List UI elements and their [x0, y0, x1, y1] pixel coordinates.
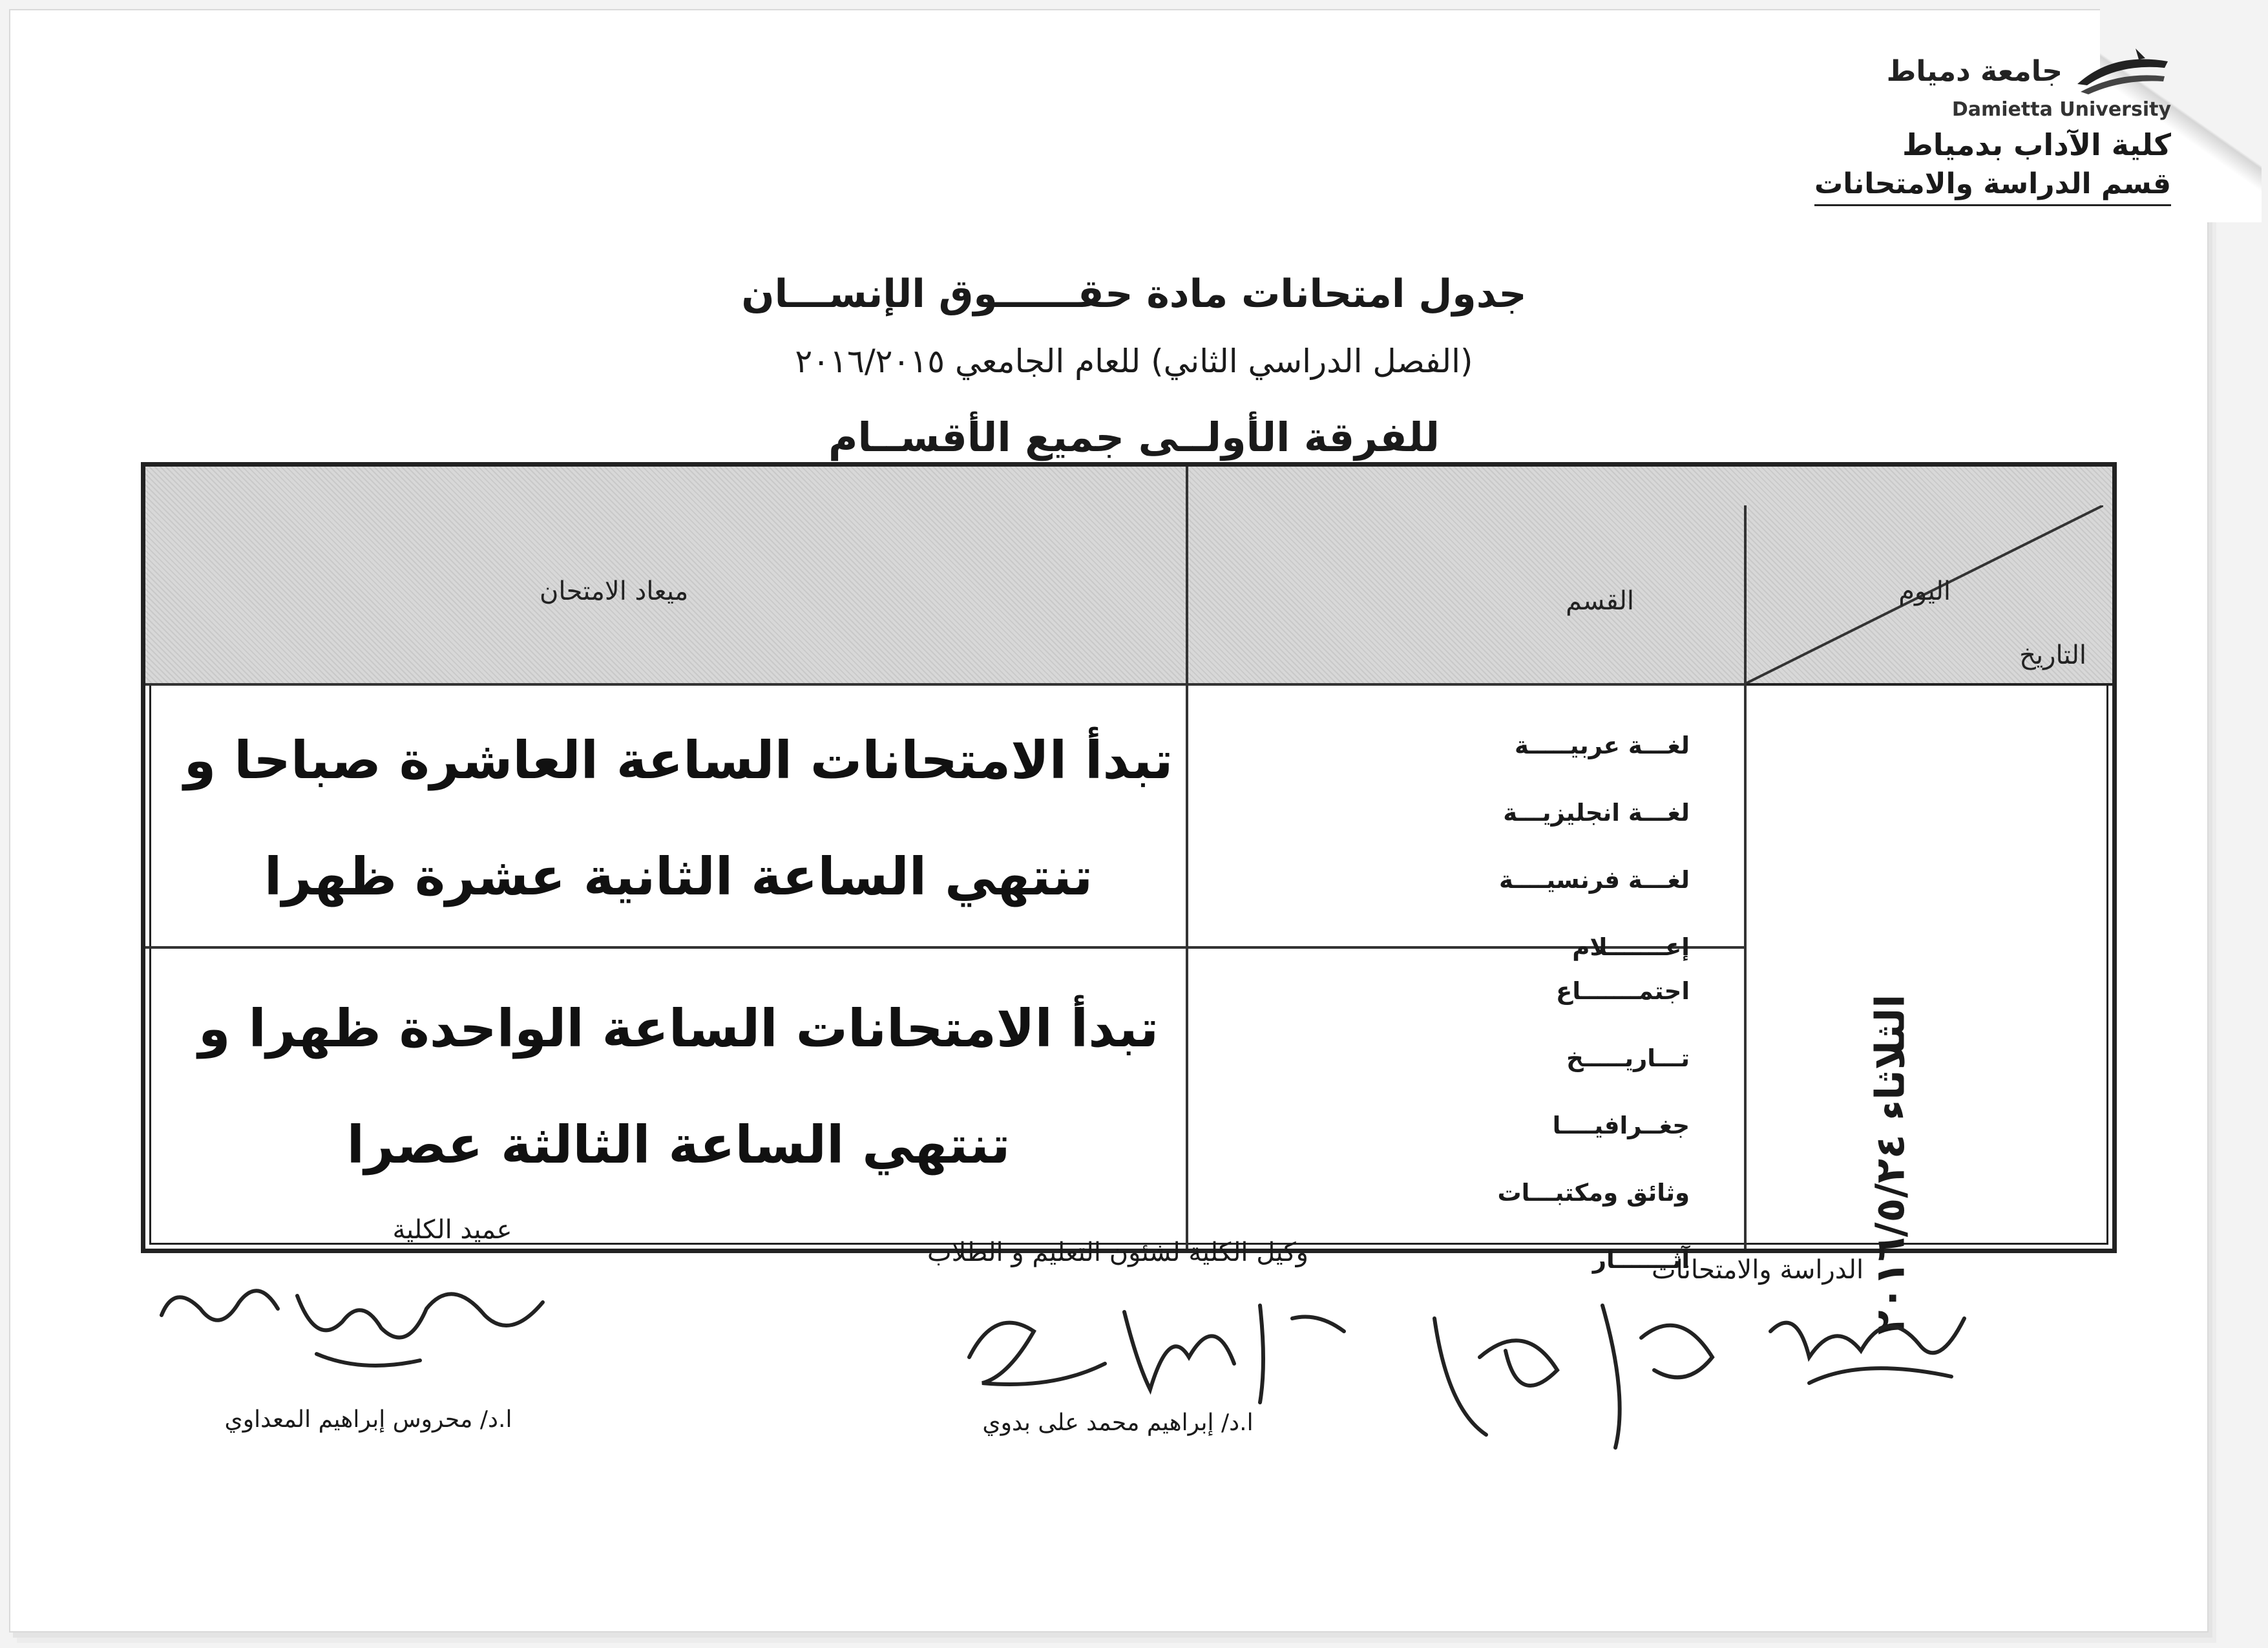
handwritten-signature-dean [149, 1263, 562, 1386]
session-1-departments [1212, 712, 1722, 981]
document-subtitle: (الفصل الدراسي الثاني) للعام الجامعي ٢٠١٦/٢٠١٥ [795, 343, 1473, 380]
header-department: القسم [1566, 586, 1634, 616]
exam-date: الثلاثاء ٢٠١٦/٥/٢٤ [1866, 994, 1914, 1335]
university-logo-icon [2074, 45, 2171, 97]
department-item: جغــرافيــــا [1552, 1112, 1690, 1139]
header-divider [145, 683, 1744, 686]
department-item: اجتمـــــــاع [1556, 977, 1690, 1005]
department-item: آثـــــــار [1592, 1246, 1690, 1274]
header-exam-time: ميعاد الامتحان [540, 576, 689, 606]
university-logo [1719, 45, 2171, 97]
department-item: لغـــة فرنسيــــة [1499, 866, 1690, 894]
signature-vice-dean-name: ا.د/ إبراهيم محمد على بدوي [982, 1410, 1254, 1436]
faculty-name: كلية الآداب بدمياط [1902, 127, 2171, 162]
header-date: التاريخ [2019, 640, 2086, 670]
signature-exams-title: الدراسة والامتحانات [1651, 1255, 1864, 1285]
department-item: لغـــة عربيـــــة [1515, 732, 1690, 759]
handwritten-signature-exams [1409, 1280, 1990, 1461]
signature-dean-name: ا.د/ محروس إبراهيم المعداوي [224, 1406, 512, 1433]
document-title: جدول امتحانات مادة حقــــــوق الإنســـان [741, 271, 1527, 317]
department-item: لغـــة انجليزيـــة [1503, 799, 1690, 827]
session-2-end: تنتهي الساعة الثالثة عصرا [346, 1115, 1011, 1175]
department-name: قسم الدراسة والامتحانات [1814, 167, 2171, 206]
department-item: وثائق ومكتبـــات [1497, 1179, 1690, 1207]
university-name-en: Damietta University [1951, 98, 2171, 121]
session-1-start: تبدأ الامتحانات الساعة العاشرة صباحا و [184, 730, 1173, 790]
handwritten-signature-vice-dean [956, 1286, 1370, 1409]
signature-dean-title: عميد الكلية [392, 1215, 512, 1245]
signature-vice-dean-title: وكيل الكلية لشئون التعليم و الطلاب [927, 1238, 1308, 1267]
document-audience: للفرقة الأولــى جميع الأقســام [828, 414, 1440, 461]
department-item: تـــاريـــــخ [1566, 1044, 1690, 1072]
department-item: إعـــــــلام [1572, 933, 1690, 961]
letterhead [1719, 45, 2171, 206]
university-name-ar: جامعة دمياط [1886, 54, 2063, 88]
header-day: اليوم [1898, 576, 1951, 606]
session-2-start: تبدأ الامتحانات الساعة الواحدة ظهرا و [198, 998, 1159, 1059]
session-1-end: تنتهي الساعة الثانية عشرة ظهرا [264, 847, 1093, 907]
